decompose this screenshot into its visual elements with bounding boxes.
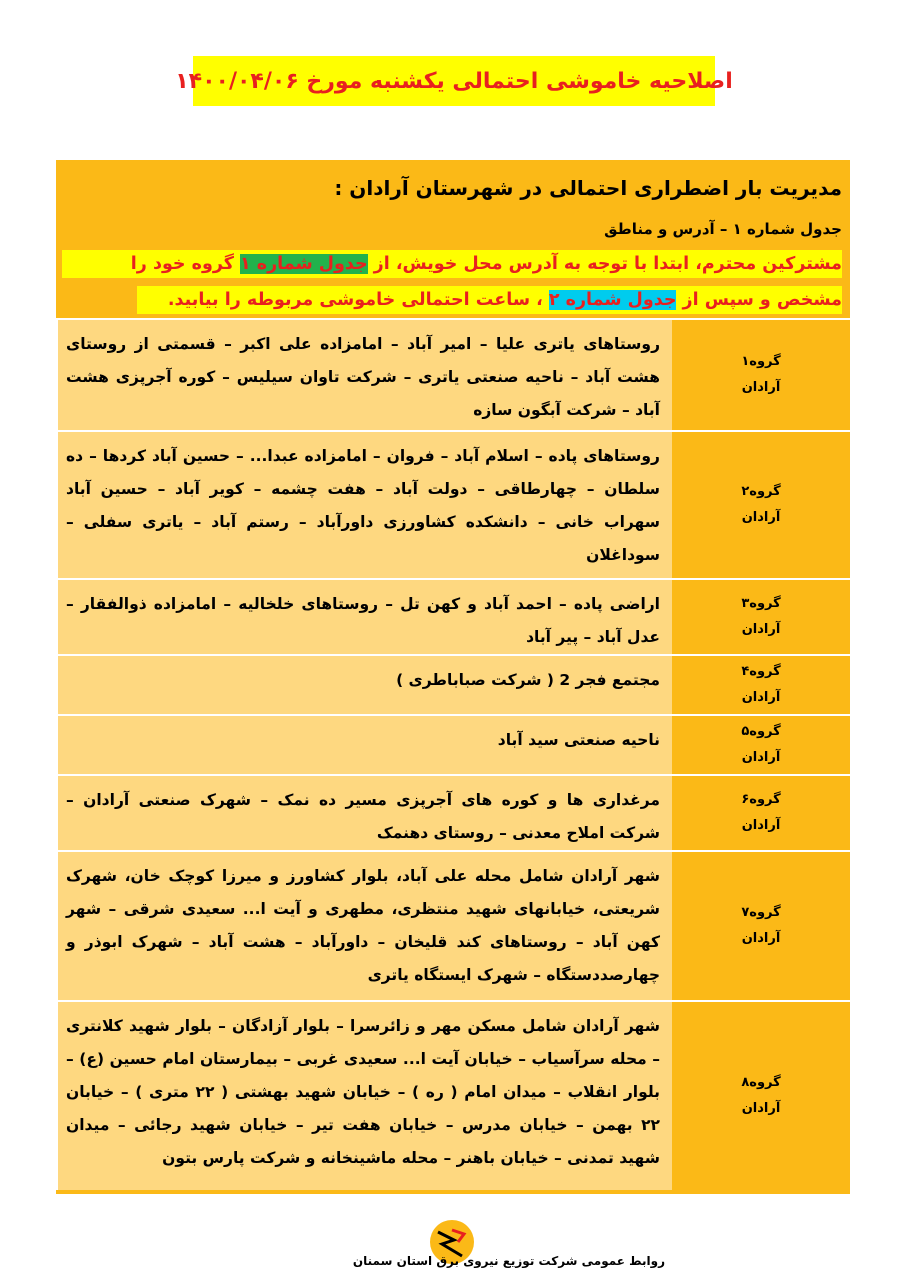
address-cell: اراضی پاده – احمد آباد و کهن تل – روستاهای خلخالیه – امامزاده ذوالفقار – عدل آباد – پیر آباد xyxy=(56,580,672,654)
table-row xyxy=(56,656,850,716)
address-cell: شهر آرادان شامل مسکن مهر و زائرسرا – بلوار آزادگان – بلوار شهید کلانتری – محله سرآسیاب – خیابان آیت ا... سعیدی غربی – بیمارستان امام حسین (ع) – بلوار انقلاب – میدان امام ( ره ) – خیابان شهید بهشتی ( ۲۲ متری ) – خیابان ۲۲ بهمن – خیابان مدرس – خیابان هفت تیر – خیابان شهید رجائی – میدان شهید تمدنی – خیابان باهنر – محله ماشینخانه و شرکت پارس بتون xyxy=(56,1002,672,1190)
instruction-text: ، ساعت احتمالی خاموشی مربوطه را بیابید. xyxy=(167,290,543,310)
address-cell: شهر آرادان شامل محله علی آباد، بلوار کشاورز و میرزا کوچک خان، شهرک شریعتی، خیابانهای شهید منتظری، مطهری و آیت ا... سعیدی شرقی – شهر کهن آباد – روستاهای کند قلیخان – داورآباد – هشت آباد – شهرک ابوذر و چهارصددستگاه – شهرک ایستگاه یاتری xyxy=(56,852,672,1000)
group-name: گروه۸ xyxy=(741,1075,781,1090)
group-city: آرادان xyxy=(741,818,781,833)
group-name: گروه۲ xyxy=(741,484,781,499)
group-city: آرادان xyxy=(741,690,781,705)
instruction-line-2 xyxy=(137,286,842,314)
group-name: گروه۷ xyxy=(741,905,781,920)
section-heading: مدیریت بار اضطراری احتمالی در شهرستان آرادان : xyxy=(334,176,842,200)
instruction-table2-highlight: جدول شماره ۲ xyxy=(548,290,677,310)
group-name: گروه۳ xyxy=(741,596,781,611)
table-row xyxy=(56,318,850,432)
table-row xyxy=(56,432,850,580)
table-row xyxy=(56,580,850,656)
table-row xyxy=(56,776,850,852)
instruction-line-1 xyxy=(62,250,842,278)
group-cell xyxy=(672,852,850,1000)
address-cell: روستاهای یاتری علیا – امیر آباد – امامزاده علی اکبر – قسمتی از روستای هشت آباد – ناحیه صنعتی یاتری – شرکت تاوان سیلیس – کوره آجرپزی هشت آباد – شرکت آبگون سازه xyxy=(56,320,672,430)
group-cell xyxy=(672,580,850,654)
table-subheading: جدول شماره ۱ – آدرس و مناطق xyxy=(604,220,842,238)
page-title: اصلاحیه خاموشی احتمالی یکشنبه مورخ ۱۴۰۰/۰۴/۰۶ xyxy=(193,56,715,106)
group-city: آرادان xyxy=(741,510,781,525)
group-city: آرادان xyxy=(741,380,781,395)
group-city: آرادان xyxy=(741,1101,781,1116)
instruction-table1-highlight: جدول شماره ۱ xyxy=(240,254,368,274)
address-cell: ناحیه صنعتی سید آباد xyxy=(56,716,672,774)
group-name: گروه۶ xyxy=(741,792,781,807)
group-cell xyxy=(672,432,850,578)
groups-table xyxy=(56,318,850,1190)
table-row xyxy=(56,1002,850,1190)
address-cell: روستاهای پاده – اسلام آباد – فروان – امامزاده عبدا... – حسین آباد کردها – ده سلطان – چهارطاقی – دولت آباد – هفت چشمه – کویر آباد – حسین آباد سهراب خانی – دانشکده کشاورزی داورآباد – رستم آباد – یاتری سفلی – سوداغلان xyxy=(56,432,672,578)
instruction-text: گروه خود را xyxy=(130,254,234,274)
group-name: گروه۵ xyxy=(741,724,781,739)
group-cell xyxy=(672,1002,850,1190)
instruction-text: مشخص و سپس از xyxy=(682,290,842,310)
table-row xyxy=(56,716,850,776)
table-row xyxy=(56,852,850,1002)
group-name: گروه۱ xyxy=(741,354,781,369)
instruction-text: مشترکین محترم، ابتدا با توجه به آدرس محل خویش، از xyxy=(373,254,842,274)
address-cell: مجتمع فجر 2 ( شرکت صباباطری ) xyxy=(56,656,672,714)
group-name: گروه۴ xyxy=(741,664,781,679)
footer-credit: روابط عمومی شرکت توزیع نیروی برق استان سمنان xyxy=(352,1254,665,1268)
group-cell xyxy=(672,656,850,714)
group-cell xyxy=(672,716,850,774)
group-city: آرادان xyxy=(741,750,781,765)
group-city: آرادان xyxy=(741,622,781,637)
address-cell: مرغداری ها و کوره های آجرپزی مسیر ده نمک – شهرک صنعتی آرادان – شرکت املاح معدنی – روستای دهنمک xyxy=(56,776,672,850)
group-cell xyxy=(672,776,850,850)
group-cell xyxy=(672,320,850,430)
group-city: آرادان xyxy=(741,931,781,946)
